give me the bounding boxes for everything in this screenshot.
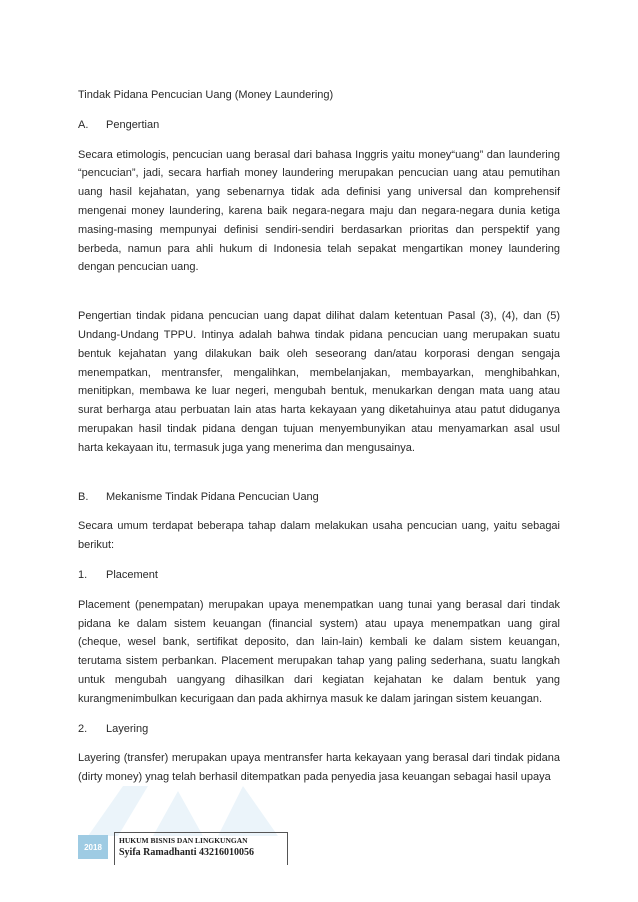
list-heading-layering xyxy=(78,720,560,739)
paragraph-stages-intro: Secara umum terdapat beberapa tahap dalam melakukan usaha pencucian uang, yaitu sebagai berikut: xyxy=(78,520,560,552)
footer-author: Syifa Ramadhanti 43216010056 xyxy=(119,847,255,858)
spacer xyxy=(78,469,560,488)
section-label: Mekanisme Tindak Pidana Pencucian Uang xyxy=(106,490,319,503)
page-footer xyxy=(78,832,288,864)
paragraph-etymology: Secara etimologis, pencucian uang berasal dari bahasa Inggris yaitu money“uang” dan laundering “pencucian”, jadi, secara harfiah money laundering merupakan pencucian uang atau pemutihan uang hasil kejahatan, yang sebenarnya tidak ada definisi yang universal dan komprehensif mengenai money laundering, karena baik negara-negara maju dan negara-negara dunia ketiga masing-masing mempunyai definisi sendiri-sendiri berdasarkan prioritas dan perspektif yang berbeda, namun para ahli hukum di Indonesia telah sepakat mengartikan money laundering dengan pencucian uang. xyxy=(78,148,560,274)
section-heading-a xyxy=(78,116,560,135)
footer-year-badge: 2018 xyxy=(78,835,108,859)
list-number: 2. xyxy=(78,722,88,735)
paragraph-definition: Pengertian tindak pidana pencucian uang dapat dilihat dalam ketentuan Pasal (3), (4), dan (5) Undang-Undang TPPU. Intinya adalah bahwa tindak pidana pencucian uang merupakan suatu bentuk kejahatan yang dilakukan baik oleh seseorang dan/atau korporasi dengan sengaja menempatkan, mentransfer, mengalihkan, membelanjakan, membayarkan, menghibahkan, menitipkan, membawa ke luar negeri, mengubah bentuk, menukarkan dengan mata uang atau surat berharga atau perbuatan lain atas harta kekayaan yang diketahuinya atau patut diduganya merupakan hasil tindak pidana dengan tujuan menyembunyikan atau menyamarkan asal usul harta kekayaan itu, termasuk juga yang menerima dan mengusainya. xyxy=(78,310,560,454)
list-heading-placement xyxy=(78,566,560,585)
paragraph-placement: Placement (penempatan) merupakan upaya menempatkan uang tunai yang berasal dari tindak pidana ke dalam sistem keuangan (financial system) atau upaya menempatkan uang giral (cheque, wesel bank, sertifikat deposito, dan lain-lain) kembali ke dalam sistem keuangan, terutama sistem perbankan. Placement merupakan tahap yang paling sederhana, suatu langkah untuk mengubah uangyang dihasilkan dari kegiatan kejahatan ke dalam bentuk yang kurangmenimbulkan kecurigaan dan pada akhirnya masuk ke dalam jaringan sistem keuangan. xyxy=(78,598,560,705)
section-number: A. xyxy=(78,118,89,131)
document-title: Tindak Pidana Pencucian Uang (Money Laundering) xyxy=(78,89,334,101)
section-heading-b xyxy=(78,488,560,507)
spacer xyxy=(78,288,560,307)
section-number: B. xyxy=(78,490,89,503)
section-label: Pengertian xyxy=(106,118,160,131)
paragraph-layering: Layering (transfer) merupakan upaya mentransfer harta kekayaan yang berasal dari tindak pidana (dirty money) ynag telah berhasil ditempatkan pada penyedia jasa keuangan sebagai hasil upaya xyxy=(78,752,560,784)
list-number: 1. xyxy=(78,568,88,581)
document-body xyxy=(78,86,560,798)
list-label: Layering xyxy=(106,722,149,735)
footer-info-box xyxy=(114,832,288,865)
footer-subject: HUKUM BISNIS DAN LINGKUNGAN xyxy=(119,836,248,845)
list-label: Placement xyxy=(106,568,158,581)
